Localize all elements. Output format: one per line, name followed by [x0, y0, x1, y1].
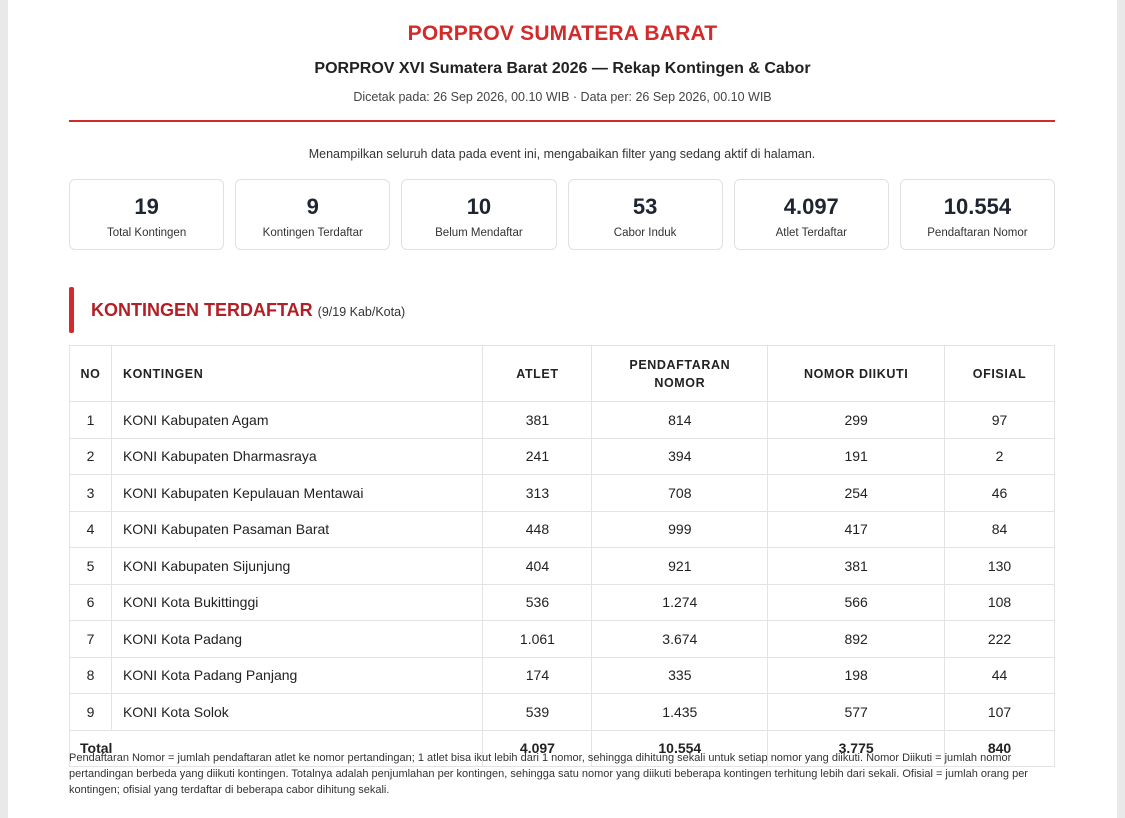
- cell-pendaftaran: 999: [592, 511, 768, 548]
- cell-no: 5: [70, 548, 112, 585]
- cell-ofisial: 97: [945, 402, 1055, 439]
- cell-atlet: 313: [483, 475, 592, 512]
- cell-ofisial: 46: [945, 475, 1055, 512]
- cell-atlet: 241: [483, 438, 592, 475]
- cell-pendaftaran: 708: [592, 475, 768, 512]
- cell-pendaftaran: 1.435: [592, 694, 768, 731]
- stat-value: 4.097: [783, 194, 839, 219]
- cell-ofisial: 84: [945, 511, 1055, 548]
- cell-atlet: 174: [483, 657, 592, 694]
- report-header: [8, 0, 1117, 104]
- table-header-row: [70, 346, 1055, 402]
- cell-no: 4: [70, 511, 112, 548]
- stat-label: Pendaftaran Nomor: [927, 227, 1028, 239]
- cell-pendaftaran: 921: [592, 548, 768, 585]
- cell-pendaftaran: 814: [592, 402, 768, 439]
- cell-nomor: 892: [768, 621, 945, 658]
- stat-card-belum-mendaftar: [401, 179, 556, 250]
- stat-card-total-kontingen: [69, 179, 224, 250]
- total-nomor: 3.775: [768, 730, 945, 767]
- total-ofisial: 840: [945, 730, 1055, 767]
- stat-label: Atlet Terdaftar: [775, 227, 847, 239]
- section-subtitle: (9/19 Kab/Kota): [317, 304, 406, 319]
- cell-pendaftaran: 394: [592, 438, 768, 475]
- cell-no: 3: [70, 475, 112, 512]
- col-header-kontingen: KONTINGEN: [111, 346, 483, 402]
- cell-atlet: 539: [483, 694, 592, 731]
- col-header-line: NOMOR: [654, 375, 706, 390]
- cell-nomor: 254: [768, 475, 945, 512]
- col-header-pendaftaran-nomor: [592, 346, 768, 402]
- table-row: [70, 402, 1055, 439]
- cell-kontingen: KONI Kabupaten Kepulauan Mentawai: [111, 475, 483, 512]
- total-label: Total: [70, 730, 483, 767]
- cell-nomor: 417: [768, 511, 945, 548]
- cell-kontingen: KONI Kota Padang: [111, 621, 483, 658]
- total-atlet: 4.097: [483, 730, 592, 767]
- cell-nomor: 198: [768, 657, 945, 694]
- report-subtitle: PORPROV XVI Sumatera Barat 2026 — Rekap Kontingen & Cabor: [314, 60, 811, 77]
- cell-ofisial: 44: [945, 657, 1055, 694]
- stat-value: 53: [632, 194, 658, 219]
- table-row: [70, 475, 1055, 512]
- table-row: [70, 694, 1055, 731]
- stat-label: Kontingen Terdaftar: [262, 227, 363, 239]
- table-footnote: Pendaftaran Nomor = jumlah pendaftaran atlet ke nomor pertandingan; 1 atlet bisa ikut lebih dari 1 nomor, sehingga dihitung sekali untuk setiap nomor yang diikuti. Nomor Diikuti = jumlah nomor pertandingan berbeda yang diikuti kontingen. Totalnya adalah penjumlahan per kontingen, sehingga satu nomor yang diikuti beberapa kontingen terhitung lebih dari sekali. Ofisial = jumlah orang per kontingen; ofisial yang terdaftar di beberapa cabor dihitung sekali.: [69, 752, 1028, 796]
- cell-nomor: 381: [768, 548, 945, 585]
- section-title: KONTINGEN TERDAFTAR: [91, 299, 313, 320]
- cell-no: 7: [70, 621, 112, 658]
- cell-pendaftaran: 335: [592, 657, 768, 694]
- cell-kontingen: KONI Kota Bukittinggi: [111, 584, 483, 621]
- report-page: [8, 0, 1117, 818]
- filter-note: Menampilkan seluruh data pada event ini, mengabaikan filter yang sedang aktif di halaman.: [308, 147, 816, 161]
- cell-no: 1: [70, 402, 112, 439]
- stat-card-pendaftaran-nomor: [900, 179, 1055, 250]
- cell-no: 9: [70, 694, 112, 731]
- cell-ofisial: 107: [945, 694, 1055, 731]
- table-row: [70, 548, 1055, 585]
- cell-atlet: 448: [483, 511, 592, 548]
- kontingen-table: [69, 345, 1055, 767]
- col-header-no: NO: [70, 346, 112, 402]
- cell-nomor: 566: [768, 584, 945, 621]
- cell-atlet: 536: [483, 584, 592, 621]
- cell-nomor: 577: [768, 694, 945, 731]
- cell-nomor: 299: [768, 402, 945, 439]
- stat-card-kontingen-terdaftar: [235, 179, 390, 250]
- col-header-line: PENDAFTARAN: [629, 357, 731, 372]
- cell-ofisial: 222: [945, 621, 1055, 658]
- stat-label: Total Kontingen: [106, 227, 187, 239]
- stat-label: Belum Mendaftar: [435, 227, 523, 239]
- cell-atlet: 404: [483, 548, 592, 585]
- table-row: [70, 657, 1055, 694]
- table-row: [70, 438, 1055, 475]
- col-header-ofisial: OFISIAL: [945, 346, 1055, 402]
- cell-ofisial: 2: [945, 438, 1055, 475]
- cell-kontingen: KONI Kabupaten Pasaman Barat: [111, 511, 483, 548]
- table-row: [70, 621, 1055, 658]
- cell-no: 8: [70, 657, 112, 694]
- stat-card-cabor-induk: [568, 179, 723, 250]
- cell-nomor: 191: [768, 438, 945, 475]
- stat-card-atlet-terdaftar: [734, 179, 889, 250]
- cell-atlet: 1.061: [483, 621, 592, 658]
- stat-label: Cabor Induk: [613, 227, 677, 239]
- cell-atlet: 381: [483, 402, 592, 439]
- col-header-nomor-diikuti: NOMOR DIIKUTI: [768, 346, 945, 402]
- cell-ofisial: 108: [945, 584, 1055, 621]
- col-header-atlet: ATLET: [483, 346, 592, 402]
- cell-kontingen: KONI Kota Padang Panjang: [111, 657, 483, 694]
- cell-pendaftaran: 3.674: [592, 621, 768, 658]
- cell-kontingen: KONI Kabupaten Dharmasraya: [111, 438, 483, 475]
- cell-no: 6: [70, 584, 112, 621]
- stat-value: 19: [134, 194, 159, 219]
- stats-row: [69, 179, 1055, 250]
- table-row: [70, 584, 1055, 621]
- brand-title: PORPROV SUMATERA BARAT: [407, 22, 718, 45]
- table-row: [70, 511, 1055, 548]
- section-header: [69, 287, 405, 333]
- cell-no: 2: [70, 438, 112, 475]
- cell-kontingen: KONI Kabupaten Sijunjung: [111, 548, 483, 585]
- cell-kontingen: KONI Kota Solok: [111, 694, 483, 731]
- cell-pendaftaran: 1.274: [592, 584, 768, 621]
- total-pendaftaran: 10.554: [592, 730, 768, 767]
- printed-timestamp: Dicetak pada: 26 Sep 2026, 00.10 WIB · Data per: 26 Sep 2026, 00.10 WIB: [353, 90, 772, 104]
- cell-kontingen: KONI Kabupaten Agam: [111, 402, 483, 439]
- section-accent-bar: [69, 287, 74, 333]
- cell-ofisial: 130: [945, 548, 1055, 585]
- stat-value: 9: [306, 194, 319, 219]
- stat-value: 10.554: [943, 194, 1012, 219]
- header-divider: [69, 120, 1055, 122]
- stat-value: 10: [466, 194, 492, 219]
